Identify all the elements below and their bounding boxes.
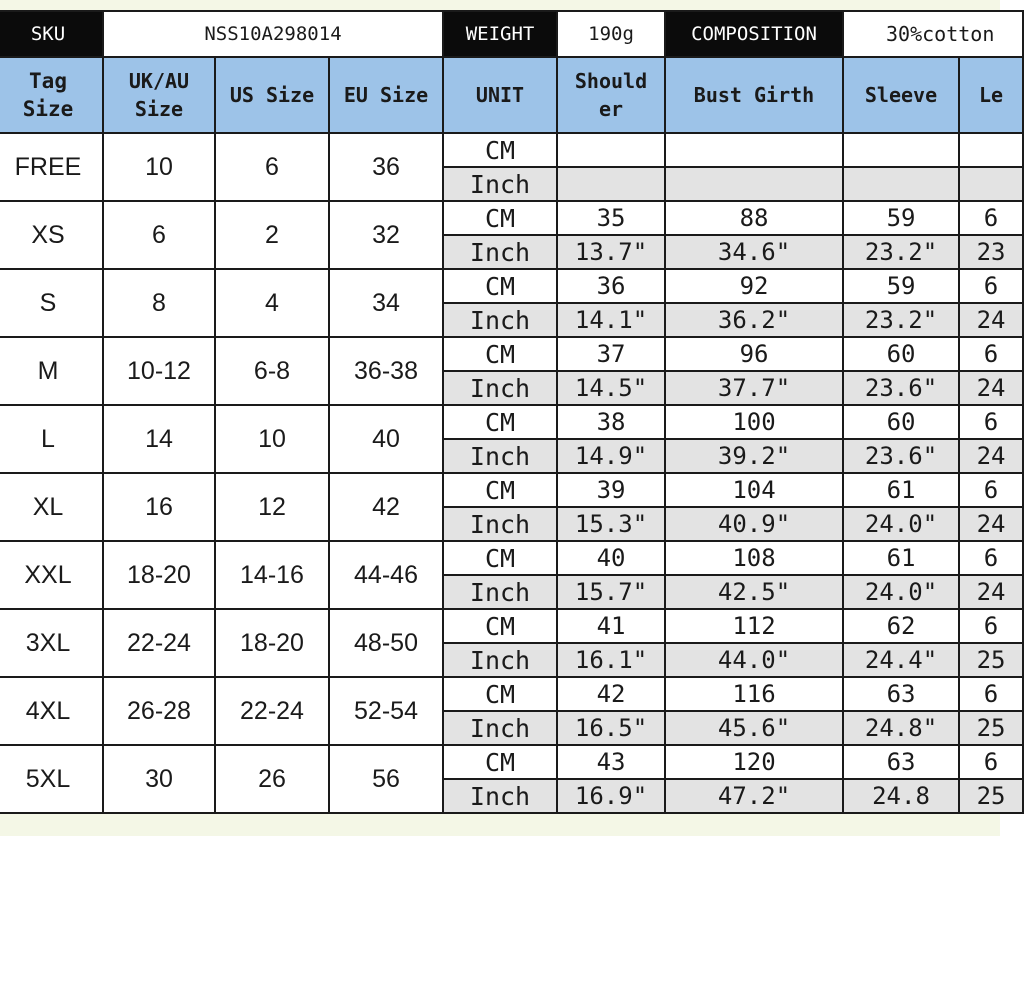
length-cm-cell: 6 [959, 201, 1023, 235]
unit-cm-label: CM [443, 745, 557, 779]
bust-cm-cell: 88 [665, 201, 843, 235]
shoulder-cm-cell: 40 [557, 541, 665, 575]
length-cm-cell: 6 [959, 405, 1023, 439]
length-cm-cell: 6 [959, 269, 1023, 303]
sku-label: SKU [0, 11, 103, 57]
bust-cm-cell [665, 133, 843, 167]
size-row-cm [0, 609, 1023, 643]
unit-inch-label: Inch [443, 507, 557, 541]
eu-size-cell: 32 [329, 201, 443, 269]
shoulder-cm-cell: 39 [557, 473, 665, 507]
sleeve-inch-cell [843, 167, 959, 201]
length-inch-cell: 25 [959, 643, 1023, 677]
tag-size-cell: L [0, 405, 103, 473]
shoulder-inch-cell: 13.7" [557, 235, 665, 269]
sleeve-inch-cell: 24.0" [843, 507, 959, 541]
size-row-cm [0, 541, 1023, 575]
unit-inch-label: Inch [443, 303, 557, 337]
header-eu-size: EU Size [329, 57, 443, 133]
uk-au-size-cell: 10-12 [103, 337, 215, 405]
sleeve-inch-cell: 23.6" [843, 439, 959, 473]
shoulder-cm-cell: 36 [557, 269, 665, 303]
size-row-cm [0, 133, 1023, 167]
length-inch-cell: 23 [959, 235, 1023, 269]
shoulder-inch-cell: 16.9" [557, 779, 665, 813]
sleeve-cm-cell: 61 [843, 541, 959, 575]
tag-size-cell: 3XL [0, 609, 103, 677]
header-tag-size: Tag Size [0, 57, 103, 133]
composition-value: 30%cotton [843, 11, 1023, 57]
size-row-cm [0, 201, 1023, 235]
tag-size-cell: XXL [0, 541, 103, 609]
length-inch-cell: 25 [959, 711, 1023, 745]
unit-cm-label: CM [443, 269, 557, 303]
size-row-cm [0, 745, 1023, 779]
eu-size-cell: 40 [329, 405, 443, 473]
header-unit: UNIT [443, 57, 557, 133]
bust-cm-cell: 92 [665, 269, 843, 303]
product-info-row [0, 11, 1023, 57]
size-row-cm [0, 405, 1023, 439]
unit-inch-label: Inch [443, 643, 557, 677]
unit-cm-label: CM [443, 677, 557, 711]
shoulder-inch-cell [557, 167, 665, 201]
us-size-cell: 12 [215, 473, 329, 541]
sleeve-cm-cell: 61 [843, 473, 959, 507]
bust-inch-cell: 47.2" [665, 779, 843, 813]
length-inch-cell: 24 [959, 439, 1023, 473]
bust-inch-cell: 42.5" [665, 575, 843, 609]
length-cm-cell: 6 [959, 745, 1023, 779]
us-size-cell: 22-24 [215, 677, 329, 745]
shoulder-inch-cell: 14.5" [557, 371, 665, 405]
bust-cm-cell: 100 [665, 405, 843, 439]
shoulder-cm-cell: 42 [557, 677, 665, 711]
sleeve-inch-cell: 24.8 [843, 779, 959, 813]
header-us-size: US Size [215, 57, 329, 133]
column-header-row [0, 57, 1023, 133]
unit-cm-label: CM [443, 133, 557, 167]
shoulder-cm-cell: 43 [557, 745, 665, 779]
eu-size-cell: 52-54 [329, 677, 443, 745]
tag-size-cell: 5XL [0, 745, 103, 813]
length-inch-cell [959, 167, 1023, 201]
shoulder-inch-cell: 16.1" [557, 643, 665, 677]
header-sleeve: Sleeve [843, 57, 959, 133]
uk-au-size-cell: 18-20 [103, 541, 215, 609]
sleeve-inch-cell: 23.6" [843, 371, 959, 405]
tag-size-cell: FREE [0, 133, 103, 201]
shoulder-cm-cell: 41 [557, 609, 665, 643]
sleeve-cm-cell: 59 [843, 201, 959, 235]
unit-inch-label: Inch [443, 575, 557, 609]
bust-cm-cell: 112 [665, 609, 843, 643]
shoulder-inch-cell: 15.7" [557, 575, 665, 609]
uk-au-size-cell: 8 [103, 269, 215, 337]
sleeve-cm-cell: 63 [843, 677, 959, 711]
weight-label: WEIGHT [443, 11, 557, 57]
length-cm-cell: 6 [959, 473, 1023, 507]
eu-size-cell: 44-46 [329, 541, 443, 609]
shoulder-inch-cell: 15.3" [557, 507, 665, 541]
shoulder-cm-cell: 35 [557, 201, 665, 235]
unit-inch-label: Inch [443, 167, 557, 201]
unit-cm-label: CM [443, 337, 557, 371]
length-inch-cell: 25 [959, 779, 1023, 813]
sleeve-cm-cell: 62 [843, 609, 959, 643]
uk-au-size-cell: 6 [103, 201, 215, 269]
length-cm-cell: 6 [959, 337, 1023, 371]
bust-inch-cell: 37.7" [665, 371, 843, 405]
length-cm-cell: 6 [959, 677, 1023, 711]
size-chart-table [0, 10, 1024, 814]
unit-cm-label: CM [443, 201, 557, 235]
eu-size-cell: 56 [329, 745, 443, 813]
us-size-cell: 2 [215, 201, 329, 269]
us-size-cell: 14-16 [215, 541, 329, 609]
sleeve-inch-cell: 24.8" [843, 711, 959, 745]
size-row-cm [0, 473, 1023, 507]
bust-cm-cell: 104 [665, 473, 843, 507]
sleeve-inch-cell: 23.2" [843, 235, 959, 269]
us-size-cell: 6-8 [215, 337, 329, 405]
header-bust-girth: Bust Girth [665, 57, 843, 133]
tag-size-cell: S [0, 269, 103, 337]
bust-cm-cell: 120 [665, 745, 843, 779]
bust-inch-cell [665, 167, 843, 201]
shoulder-inch-cell: 16.5" [557, 711, 665, 745]
uk-au-size-cell: 22-24 [103, 609, 215, 677]
bust-inch-cell: 40.9" [665, 507, 843, 541]
uk-au-size-cell: 14 [103, 405, 215, 473]
bust-inch-cell: 45.6" [665, 711, 843, 745]
composition-label: COMPOSITION [665, 11, 843, 57]
sleeve-cm-cell: 60 [843, 337, 959, 371]
size-row-cm [0, 677, 1023, 711]
length-cm-cell [959, 133, 1023, 167]
shoulder-inch-cell: 14.1" [557, 303, 665, 337]
sleeve-cm-cell: 60 [843, 405, 959, 439]
sleeve-inch-cell: 24.4" [843, 643, 959, 677]
unit-inch-label: Inch [443, 711, 557, 745]
unit-inch-label: Inch [443, 439, 557, 473]
shoulder-cm-cell: 38 [557, 405, 665, 439]
bust-inch-cell: 36.2" [665, 303, 843, 337]
bust-inch-cell: 44.0" [665, 643, 843, 677]
eu-size-cell: 36-38 [329, 337, 443, 405]
sleeve-inch-cell: 23.2" [843, 303, 959, 337]
unit-cm-label: CM [443, 405, 557, 439]
sleeve-cm-cell: 63 [843, 745, 959, 779]
size-row-cm [0, 337, 1023, 371]
sleeve-cm-cell: 59 [843, 269, 959, 303]
us-size-cell: 10 [215, 405, 329, 473]
unit-inch-label: Inch [443, 371, 557, 405]
unit-inch-label: Inch [443, 235, 557, 269]
us-size-cell: 6 [215, 133, 329, 201]
length-cm-cell: 6 [959, 541, 1023, 575]
bust-cm-cell: 116 [665, 677, 843, 711]
header-uk-au-size: UK/AU Size [103, 57, 215, 133]
unit-inch-label: Inch [443, 779, 557, 813]
bust-inch-cell: 34.6" [665, 235, 843, 269]
sku-value: NSS10A298014 [103, 11, 443, 57]
header-length: Le [959, 57, 1023, 133]
length-cm-cell: 6 [959, 609, 1023, 643]
sleeve-inch-cell: 24.0" [843, 575, 959, 609]
uk-au-size-cell: 16 [103, 473, 215, 541]
uk-au-size-cell: 26-28 [103, 677, 215, 745]
unit-cm-label: CM [443, 609, 557, 643]
eu-size-cell: 48-50 [329, 609, 443, 677]
tag-size-cell: XS [0, 201, 103, 269]
us-size-cell: 26 [215, 745, 329, 813]
uk-au-size-cell: 30 [103, 745, 215, 813]
unit-cm-label: CM [443, 473, 557, 507]
tag-size-cell: M [0, 337, 103, 405]
shoulder-cm-cell [557, 133, 665, 167]
shoulder-cm-cell: 37 [557, 337, 665, 371]
length-inch-cell: 24 [959, 575, 1023, 609]
sleeve-cm-cell [843, 133, 959, 167]
shoulder-inch-cell: 14.9" [557, 439, 665, 473]
uk-au-size-cell: 10 [103, 133, 215, 201]
eu-size-cell: 34 [329, 269, 443, 337]
bust-inch-cell: 39.2" [665, 439, 843, 473]
header-shoulder: Should er [557, 57, 665, 133]
us-size-cell: 18-20 [215, 609, 329, 677]
tag-size-cell: XL [0, 473, 103, 541]
length-inch-cell: 24 [959, 303, 1023, 337]
bust-cm-cell: 108 [665, 541, 843, 575]
bust-cm-cell: 96 [665, 337, 843, 371]
eu-size-cell: 36 [329, 133, 443, 201]
tag-size-cell: 4XL [0, 677, 103, 745]
length-inch-cell: 24 [959, 371, 1023, 405]
us-size-cell: 4 [215, 269, 329, 337]
unit-cm-label: CM [443, 541, 557, 575]
length-inch-cell: 24 [959, 507, 1023, 541]
size-row-cm [0, 269, 1023, 303]
weight-value: 190g [557, 11, 665, 57]
eu-size-cell: 42 [329, 473, 443, 541]
